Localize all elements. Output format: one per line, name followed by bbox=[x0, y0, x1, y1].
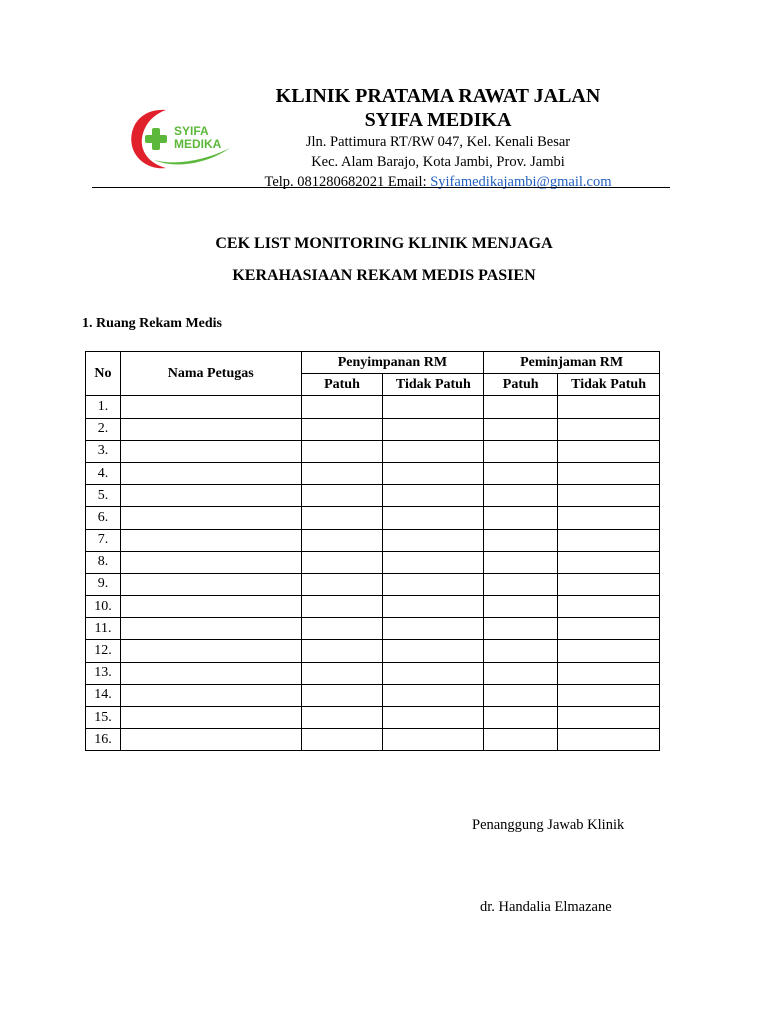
penyimpanan-patuh-cell[interactable] bbox=[301, 684, 383, 706]
peminjaman-tidak-patuh-cell[interactable] bbox=[558, 573, 660, 595]
table-row bbox=[86, 573, 660, 595]
penyimpanan-tidak-patuh-cell[interactable] bbox=[383, 662, 484, 684]
name-cell[interactable] bbox=[120, 729, 301, 751]
penyimpanan-tidak-patuh-cell[interactable] bbox=[383, 462, 484, 484]
name-cell[interactable] bbox=[120, 640, 301, 662]
peminjaman-tidak-patuh-cell[interactable] bbox=[558, 596, 660, 618]
peminjaman-tidak-patuh-cell[interactable] bbox=[558, 418, 660, 440]
table-row bbox=[86, 462, 660, 484]
penyimpanan-patuh-cell[interactable] bbox=[301, 618, 383, 640]
peminjaman-patuh-cell[interactable] bbox=[484, 707, 558, 729]
penyimpanan-tidak-patuh-cell[interactable] bbox=[383, 684, 484, 706]
table-row bbox=[86, 440, 660, 462]
email-link[interactable]: Syifamedikajambi@gmail.com bbox=[430, 174, 612, 190]
name-cell[interactable] bbox=[120, 485, 301, 507]
logo-cross-icon bbox=[145, 128, 167, 150]
peminjaman-tidak-patuh-cell[interactable] bbox=[558, 618, 660, 640]
row-number: 15. bbox=[86, 707, 121, 729]
penyimpanan-patuh-cell[interactable] bbox=[301, 573, 383, 595]
table-row bbox=[86, 640, 660, 662]
name-cell[interactable] bbox=[120, 529, 301, 551]
penyimpanan-patuh-cell[interactable] bbox=[301, 396, 383, 418]
penyimpanan-tidak-patuh-cell[interactable] bbox=[383, 529, 484, 551]
penyimpanan-patuh-cell[interactable] bbox=[301, 729, 383, 751]
table-row bbox=[86, 551, 660, 573]
peminjaman-tidak-patuh-cell[interactable] bbox=[558, 640, 660, 662]
penyimpanan-patuh-cell[interactable] bbox=[301, 507, 383, 529]
table-header-row-1 bbox=[86, 352, 660, 374]
penyimpanan-patuh-cell[interactable] bbox=[301, 596, 383, 618]
logo-text-medika: MEDIKA bbox=[174, 137, 222, 151]
table-row bbox=[86, 684, 660, 706]
row-number: 4. bbox=[86, 462, 121, 484]
name-cell[interactable] bbox=[120, 707, 301, 729]
row-number: 11. bbox=[86, 618, 121, 640]
peminjaman-patuh-cell[interactable] bbox=[484, 485, 558, 507]
logo-text-syifa: SYIFA bbox=[174, 124, 209, 138]
penyimpanan-patuh-cell[interactable] bbox=[301, 462, 383, 484]
peminjaman-tidak-patuh-cell[interactable] bbox=[558, 462, 660, 484]
penyimpanan-tidak-patuh-cell[interactable] bbox=[383, 551, 484, 573]
signature-name: dr. Handalia Elmazane bbox=[480, 899, 612, 915]
table-row bbox=[86, 507, 660, 529]
table-row bbox=[86, 618, 660, 640]
clinic-subname: SYIFA MEDIKA bbox=[364, 109, 512, 131]
contact-line bbox=[238, 172, 638, 192]
row-number: 12. bbox=[86, 640, 121, 662]
row-number: 5. bbox=[86, 485, 121, 507]
name-cell[interactable] bbox=[120, 573, 301, 595]
peminjaman-tidak-patuh-cell[interactable] bbox=[558, 485, 660, 507]
peminjaman-patuh-cell[interactable] bbox=[484, 596, 558, 618]
peminjaman-patuh-cell[interactable] bbox=[484, 507, 558, 529]
name-cell[interactable] bbox=[120, 396, 301, 418]
penyimpanan-tidak-patuh-cell[interactable] bbox=[383, 729, 484, 751]
penyimpanan-tidak-patuh-cell[interactable] bbox=[383, 618, 484, 640]
address-line-2: Kec. Alam Barajo, Kota Jambi, Prov. Jambi bbox=[311, 154, 565, 170]
row-number: 2. bbox=[86, 418, 121, 440]
letterhead bbox=[238, 84, 638, 192]
name-cell[interactable] bbox=[120, 462, 301, 484]
row-number: 14. bbox=[86, 684, 121, 706]
peminjaman-patuh-cell[interactable] bbox=[484, 529, 558, 551]
clinic-name: KLINIK PRATAMA RAWAT JALAN bbox=[275, 85, 601, 107]
name-cell[interactable] bbox=[120, 618, 301, 640]
name-cell[interactable] bbox=[120, 596, 301, 618]
peminjaman-tidak-patuh-cell[interactable] bbox=[558, 662, 660, 684]
peminjaman-tidak-patuh-cell[interactable] bbox=[558, 707, 660, 729]
row-number: 10. bbox=[86, 596, 121, 618]
penyimpanan-patuh-cell[interactable] bbox=[301, 707, 383, 729]
peminjaman-patuh-cell[interactable] bbox=[484, 551, 558, 573]
peminjaman-patuh-cell[interactable] bbox=[484, 462, 558, 484]
table-row bbox=[86, 662, 660, 684]
signature-role: Penanggung Jawab Klinik bbox=[472, 817, 625, 833]
row-number: 13. bbox=[86, 662, 121, 684]
peminjaman-tidak-patuh-cell[interactable] bbox=[558, 440, 660, 462]
subheader-peminjaman-tidak-patuh: Tidak Patuh bbox=[558, 374, 660, 396]
peminjaman-tidak-patuh-cell[interactable] bbox=[558, 551, 660, 573]
row-number: 8. bbox=[86, 551, 121, 573]
penyimpanan-patuh-cell[interactable] bbox=[301, 529, 383, 551]
section-heading: 1. Ruang Rekam Medis bbox=[82, 316, 223, 331]
peminjaman-patuh-cell[interactable] bbox=[484, 573, 558, 595]
phone-label: Telp. 081280682021 Email: bbox=[264, 174, 431, 190]
row-number: 9. bbox=[86, 573, 121, 595]
table-row bbox=[86, 529, 660, 551]
peminjaman-tidak-patuh-cell[interactable] bbox=[558, 507, 660, 529]
header-divider bbox=[92, 187, 670, 188]
peminjaman-tidak-patuh-cell[interactable] bbox=[558, 684, 660, 706]
subheader-peminjaman-patuh: Patuh bbox=[484, 374, 558, 396]
row-number: 1. bbox=[86, 396, 121, 418]
peminjaman-patuh-cell[interactable] bbox=[484, 684, 558, 706]
peminjaman-tidak-patuh-cell[interactable] bbox=[558, 729, 660, 751]
column-header-no: No bbox=[86, 352, 121, 396]
peminjaman-patuh-cell[interactable] bbox=[484, 729, 558, 751]
name-cell[interactable] bbox=[120, 662, 301, 684]
peminjaman-patuh-cell[interactable] bbox=[484, 440, 558, 462]
penyimpanan-patuh-cell[interactable] bbox=[301, 485, 383, 507]
row-number: 16. bbox=[86, 729, 121, 751]
row-number: 3. bbox=[86, 440, 121, 462]
subheader-penyimpanan-tidak-patuh: Tidak Patuh bbox=[383, 374, 484, 396]
table-row bbox=[86, 485, 660, 507]
subheader-penyimpanan-patuh: Patuh bbox=[301, 374, 383, 396]
penyimpanan-patuh-cell[interactable] bbox=[301, 418, 383, 440]
penyimpanan-tidak-patuh-cell[interactable] bbox=[383, 507, 484, 529]
group-header-peminjaman: Peminjaman RM bbox=[484, 352, 660, 374]
document-title-line-2: KERAHASIAAN REKAM MEDIS PASIEN bbox=[232, 267, 536, 284]
penyimpanan-patuh-cell[interactable] bbox=[301, 551, 383, 573]
name-cell[interactable] bbox=[120, 440, 301, 462]
penyimpanan-tidak-patuh-cell[interactable] bbox=[383, 707, 484, 729]
name-cell[interactable] bbox=[120, 551, 301, 573]
table-row bbox=[86, 396, 660, 418]
group-header-penyimpanan: Penyimpanan RM bbox=[301, 352, 484, 374]
peminjaman-tidak-patuh-cell[interactable] bbox=[558, 529, 660, 551]
peminjaman-patuh-cell[interactable] bbox=[484, 418, 558, 440]
penyimpanan-tidak-patuh-cell[interactable] bbox=[383, 485, 484, 507]
penyimpanan-tidak-patuh-cell[interactable] bbox=[383, 440, 484, 462]
peminjaman-patuh-cell[interactable] bbox=[484, 640, 558, 662]
table-row bbox=[86, 729, 660, 751]
penyimpanan-tidak-patuh-cell[interactable] bbox=[383, 640, 484, 662]
document-title-line-1: CEK LIST MONITORING KLINIK MENJAGA bbox=[215, 235, 553, 252]
penyimpanan-tidak-patuh-cell[interactable] bbox=[383, 596, 484, 618]
peminjaman-patuh-cell[interactable] bbox=[484, 662, 558, 684]
penyimpanan-tidak-patuh-cell[interactable] bbox=[383, 573, 484, 595]
penyimpanan-patuh-cell[interactable] bbox=[301, 662, 383, 684]
row-number: 6. bbox=[86, 507, 121, 529]
penyimpanan-tidak-patuh-cell[interactable] bbox=[383, 396, 484, 418]
peminjaman-patuh-cell[interactable] bbox=[484, 618, 558, 640]
penyimpanan-tidak-patuh-cell[interactable] bbox=[383, 418, 484, 440]
name-cell[interactable] bbox=[120, 507, 301, 529]
address-line-1: Jln. Pattimura RT/RW 047, Kel. Kenali Besar bbox=[305, 134, 571, 150]
row-number: 7. bbox=[86, 529, 121, 551]
checklist-table bbox=[85, 351, 660, 751]
penyimpanan-patuh-cell[interactable] bbox=[301, 440, 383, 462]
penyimpanan-patuh-cell[interactable] bbox=[301, 640, 383, 662]
column-header-nama-petugas: Nama Petugas bbox=[120, 352, 301, 396]
peminjaman-tidak-patuh-cell[interactable] bbox=[558, 396, 660, 418]
table-row bbox=[86, 418, 660, 440]
table-row bbox=[86, 596, 660, 618]
peminjaman-patuh-cell[interactable] bbox=[484, 396, 558, 418]
table-row bbox=[86, 707, 660, 729]
name-cell[interactable] bbox=[120, 418, 301, 440]
clinic-logo bbox=[126, 104, 238, 172]
name-cell[interactable] bbox=[120, 684, 301, 706]
